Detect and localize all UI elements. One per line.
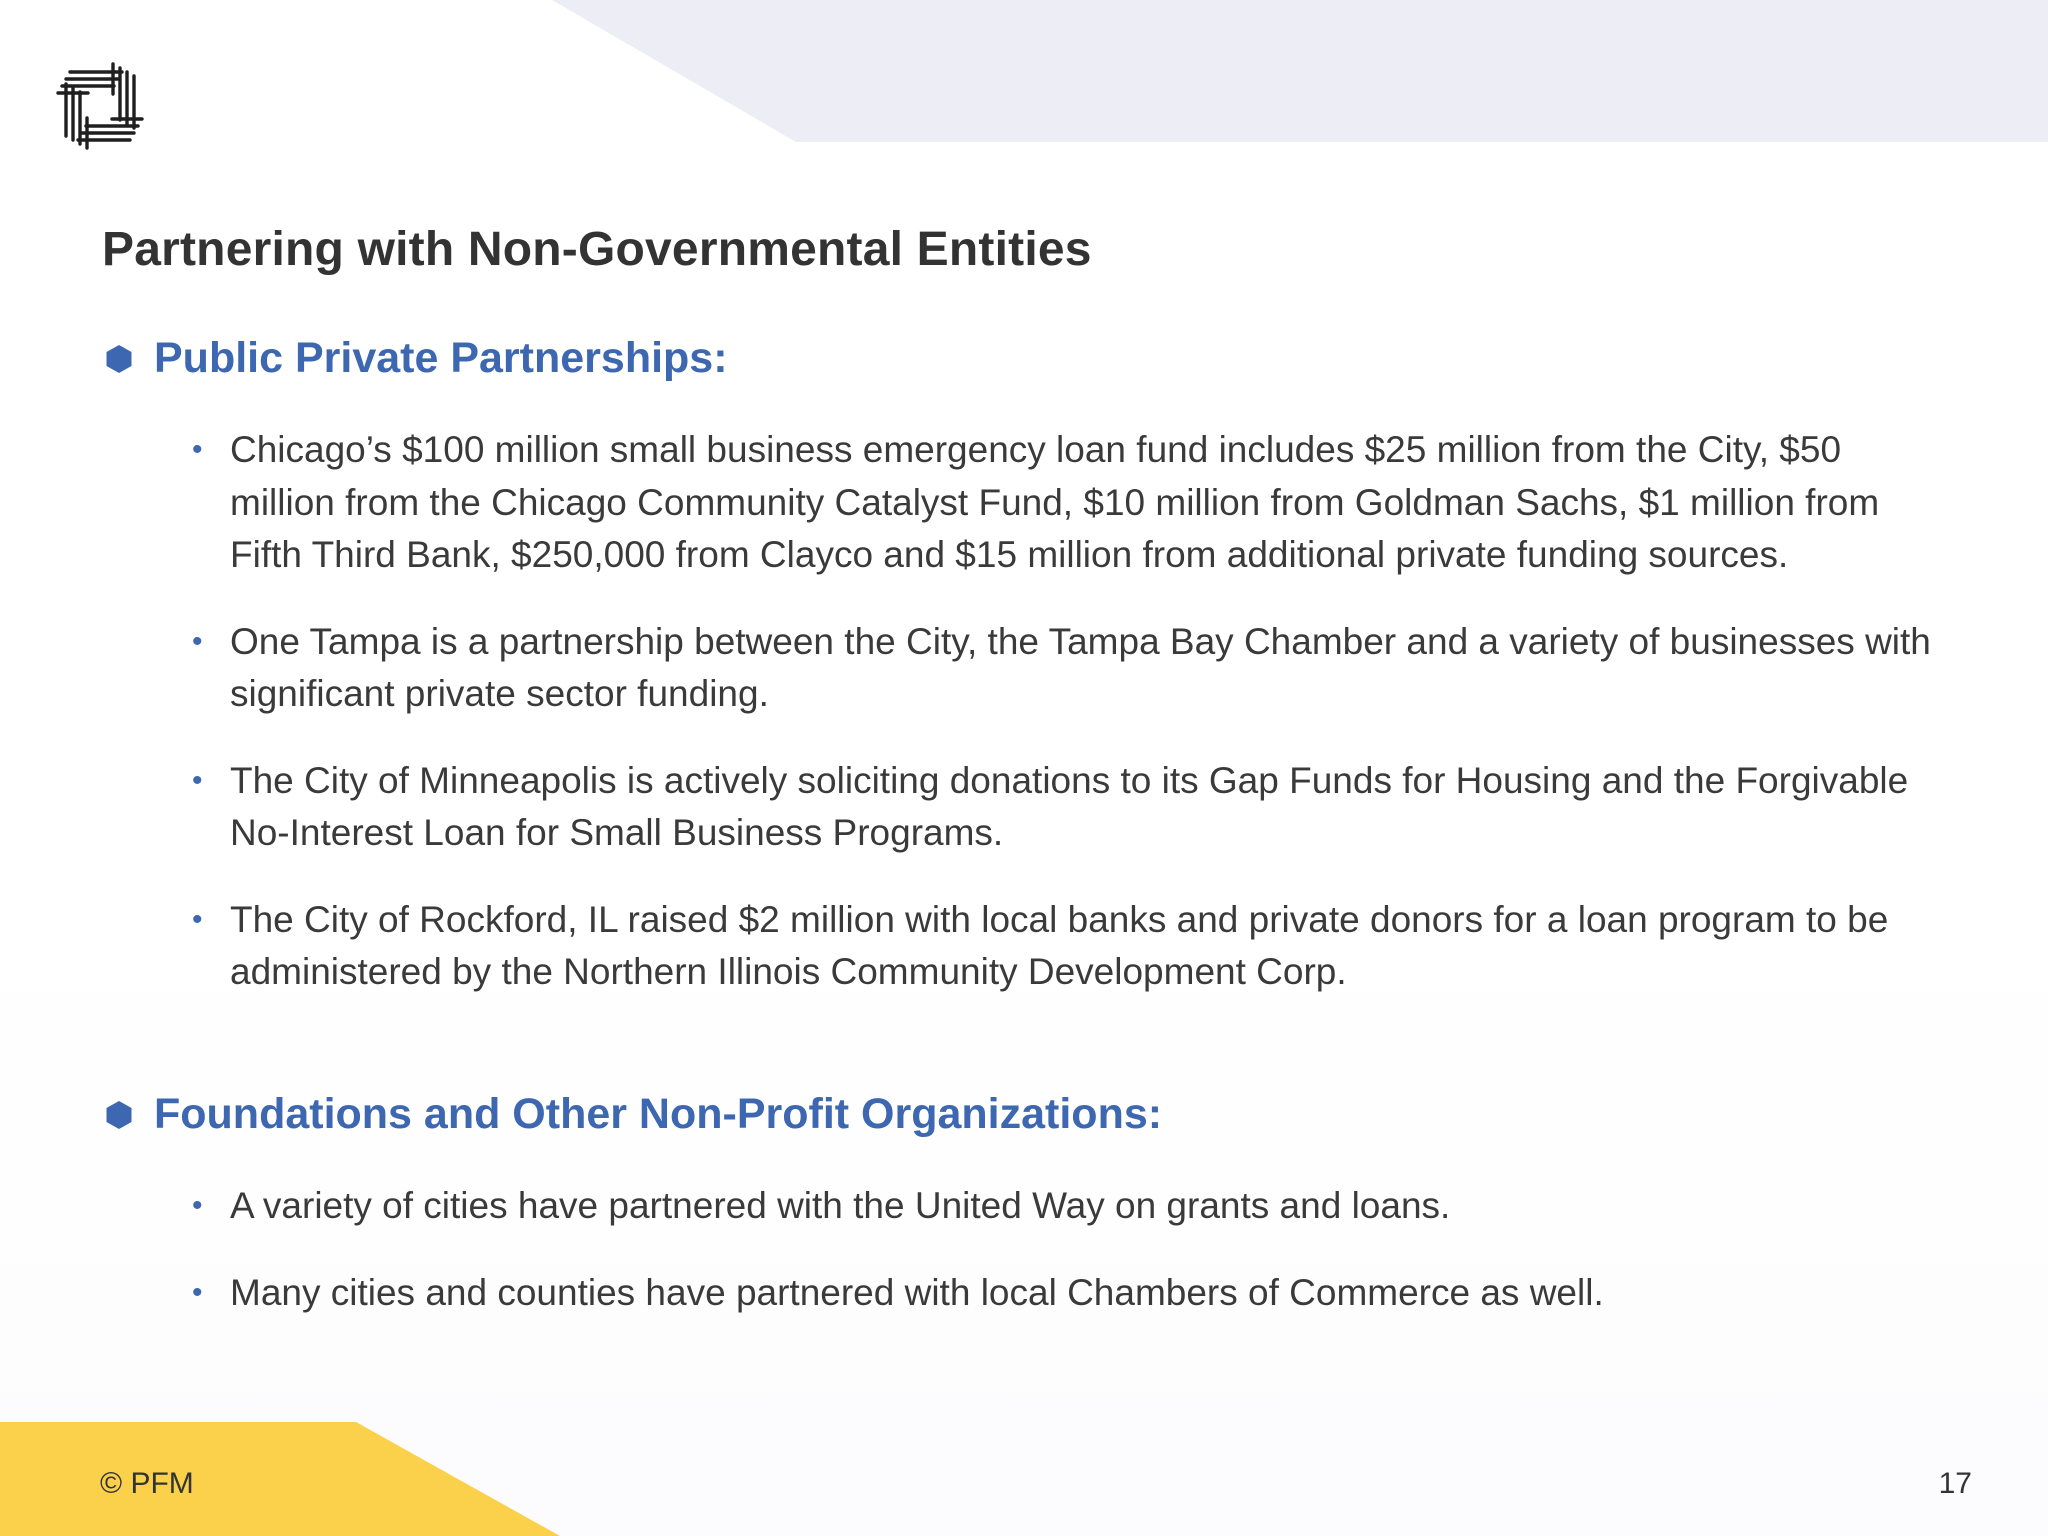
list-item-text: The City of Minneapolis is actively soliciting donations to its Gap Funds for Housing and the Forgivable No-Interest Loan for Small Business Programs.: [230, 759, 1909, 853]
list-item: [192, 755, 1932, 860]
bullet-dot-icon: •: [192, 433, 203, 466]
top-banner-decoration: [0, 0, 2048, 142]
list-item-text: Many cities and counties have partnered with local Chambers of Commerce as well.: [230, 1271, 1604, 1313]
section-heading-label: Foundations and Other Non-Profit Organizations:: [154, 1090, 1163, 1138]
bullet-list-public-private: [192, 424, 1932, 1033]
hexagon-bullet-icon: [104, 344, 134, 374]
list-item-text: Chicago’s $100 million small business emergency loan fund includes $25 million from the City, $50 million from the Chicago Community Catalyst Fund, $10 million from Goldman Sachs, $1 million from Fifth Third Bank, $250,000 from Clayco and $15 million from additional private funding sources.: [230, 429, 1880, 575]
bullet-dot-icon: •: [192, 624, 203, 658]
bullet-dot-icon: •: [192, 763, 203, 797]
section-heading-public-private: [104, 334, 728, 383]
section-heading-foundations: [104, 1090, 1162, 1139]
hexagon-bullet-icon: [104, 1100, 134, 1130]
bullet-dot-icon: •: [192, 902, 203, 936]
copyright-text: © PFM: [100, 1467, 194, 1500]
list-item: [192, 616, 1932, 721]
list-item-text: A variety of cities have partnered with the United Way on grants and loans.: [230, 1185, 1451, 1226]
bullet-list-foundations: [192, 1180, 1932, 1353]
list-item: [192, 1267, 1932, 1320]
bottom-banner-decoration: [0, 1422, 560, 1536]
list-item: [192, 424, 1932, 582]
bottom-banner-shape: [0, 1422, 560, 1536]
list-item: [192, 894, 1932, 999]
list-item: [192, 1180, 1932, 1233]
page-title: Partnering with Non-Governmental Entities: [102, 223, 1092, 276]
list-item-text: One Tampa is a partnership between the City, the Tampa Bay Chamber and a variety of businesses with significant private sector funding.: [230, 620, 1931, 714]
pfm-swirl-logo-icon: [46, 56, 154, 156]
bullet-dot-icon: •: [192, 1275, 203, 1309]
page-number: 17: [1938, 1467, 1972, 1500]
bullet-dot-icon: •: [192, 1189, 203, 1222]
list-item-text: The City of Rockford, IL raised $2 million with local banks and private donors for a loan program to be administered by the Northern Illinois Community Development Corp.: [230, 898, 1889, 992]
section-heading-label: Public Private Partnerships:: [154, 334, 728, 382]
top-banner-shape: [552, 0, 2048, 142]
